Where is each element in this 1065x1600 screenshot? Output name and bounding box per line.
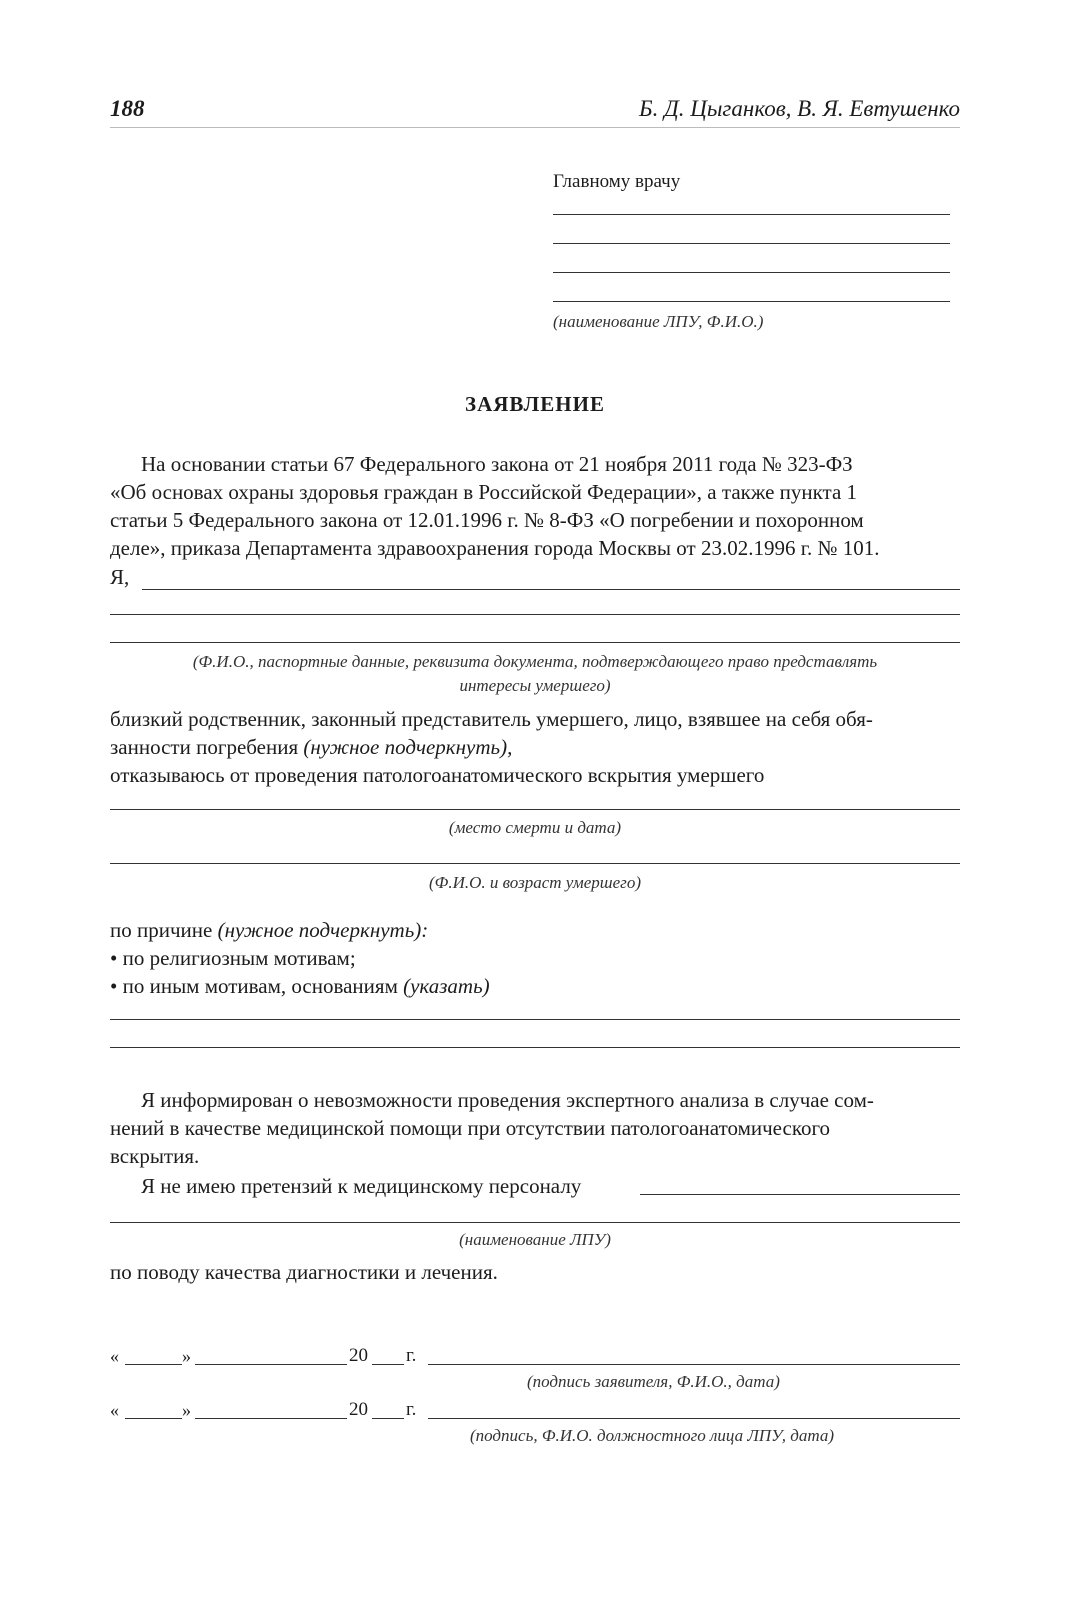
reason-line-1[interactable] [110, 1019, 960, 1020]
reasons-heading-text: по причине [110, 918, 218, 942]
year-suffix-2: г. [406, 1399, 417, 1420]
relation-line-3: отказываюсь от проведения патологоанатомического вскрытия умершего [110, 763, 765, 787]
document-title: ЗАЯВЛЕНИЕ [465, 392, 605, 416]
addressee-line-1[interactable] [553, 214, 950, 215]
informed-line-3: вскрытия. [110, 1144, 200, 1168]
reasons-heading-note: (нужное подчеркнуть): [217, 918, 429, 942]
addressee-line-3[interactable] [553, 272, 950, 273]
month-line-2[interactable] [195, 1418, 347, 1419]
date-open-quote-1: « [110, 1346, 119, 1366]
diagnostics-text: по поводу качества диагностики и лечения. [110, 1260, 498, 1284]
informed-line-2: нений в качестве медицинской помощи при отсутствии патологоанатомического [110, 1116, 831, 1140]
applicant-line-3[interactable] [110, 642, 960, 643]
deceased-caption: (Ф.И.О. и возраст умершего) [429, 873, 641, 892]
day-line-2[interactable] [125, 1418, 182, 1419]
year-prefix-1: 20 [349, 1345, 368, 1366]
addressee-caption: (наименование ЛПУ, Ф.И.О.) [553, 312, 764, 331]
reason-other[interactable] [110, 972, 490, 1000]
relation-line-2-note: (нужное подчеркнуть), [303, 735, 513, 759]
staff-line[interactable] [640, 1194, 960, 1195]
applicant-caption-2: интересы умершего) [459, 676, 611, 695]
header-rule [110, 127, 960, 128]
lpu-line[interactable] [110, 1222, 960, 1223]
relation-line-2-text: занности погребения [110, 735, 304, 759]
lpu-caption: (наименование ЛПУ) [459, 1230, 611, 1249]
official-signature-caption: (подпись, Ф.И.О. должностного лица ЛПУ, дата) [470, 1426, 834, 1445]
year-line-2[interactable] [372, 1418, 404, 1419]
year-line-1[interactable] [372, 1364, 404, 1365]
year-prefix-2: 20 [349, 1399, 368, 1420]
applicant-line-2[interactable] [110, 614, 960, 615]
day-line-1[interactable] [125, 1364, 182, 1365]
intro-line-3: статьи 5 Федерального закона от 12.01.1996 г. № 8-ФЗ «О погребении и похоронном [110, 508, 864, 532]
addressee-line-4[interactable] [553, 301, 950, 302]
relation-line-2 [110, 733, 512, 761]
reason-line-2[interactable] [110, 1047, 960, 1048]
informed-line-4: Я не имею претензий к медицинскому персоналу [141, 1174, 582, 1198]
page-number: 188 [110, 96, 145, 121]
reason-other-text: • по иным мотивам, основаниям [110, 974, 404, 998]
applicant-signature-caption: (подпись заявителя, Ф.И.О., дата) [527, 1372, 780, 1391]
page-authors: Б. Д. Цыганков, В. Я. Евтушенко [639, 96, 960, 121]
death-place-line[interactable] [110, 809, 960, 810]
date-close-quote-1: » [182, 1346, 191, 1366]
applicant-caption-1: (Ф.И.О., паспортные данные, реквизита документа, подтверждающего право представлять [192, 652, 878, 671]
intro-line-2: «Об основах охраны здоровья граждан в Российской Федерации», а также пункта 1 [110, 480, 858, 504]
deceased-line[interactable] [110, 863, 960, 864]
death-place-caption: (место смерти и дата) [448, 818, 622, 837]
intro-line-5: Я, [110, 565, 130, 589]
reason-other-note: (указать) [403, 974, 490, 998]
date-open-quote-2: « [110, 1400, 119, 1420]
date-close-quote-2: » [182, 1400, 191, 1420]
applicant-line-1[interactable] [142, 589, 960, 590]
applicant-signature-line[interactable] [428, 1364, 960, 1365]
informed-line-1: Я информирован о невозможности проведения экспертного анализа в случае сом- [141, 1088, 874, 1112]
year-suffix-1: г. [406, 1345, 417, 1366]
month-line-1[interactable] [195, 1364, 347, 1365]
page-header [110, 88, 960, 128]
signature-row-1 [110, 1342, 960, 1372]
intro-line-1: На основании статьи 67 Федерального закона от 21 ноября 2011 года № 323-ФЗ [141, 452, 853, 476]
addressee-line-2[interactable] [553, 243, 950, 244]
signature-row-2 [110, 1396, 960, 1426]
reason-religious[interactable]: • по религиозным мотивам; [110, 946, 356, 970]
reasons-heading [110, 916, 428, 944]
relation-line-1: близкий родственник, законный представитель умершего, лицо, взявшее на себя обя- [110, 707, 873, 731]
intro-line-4: деле», приказа Департамента здравоохранения города Москвы от 23.02.1996 г. № 101. [110, 536, 880, 560]
addressee-label: Главному врачу [553, 171, 681, 192]
official-signature-line[interactable] [428, 1418, 960, 1419]
